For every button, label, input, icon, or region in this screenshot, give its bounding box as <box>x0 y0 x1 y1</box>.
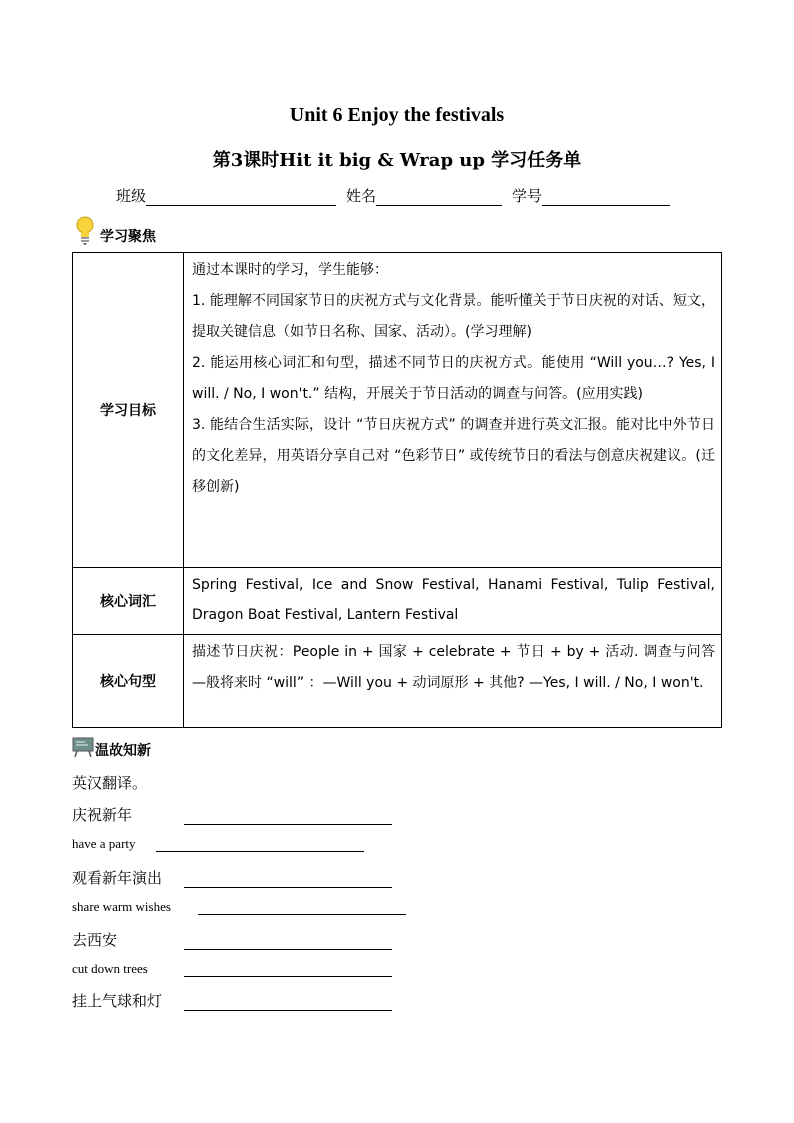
review-heading <box>72 734 151 760</box>
vocab-content: Spring Festival, Ice and Snow Festival, Hanami Festival, Tulip Festival, Dragon Boat Festival, Lantern Festival <box>184 568 722 635</box>
item-text: have a party <box>72 836 136 851</box>
item-text: 庆祝新年 <box>72 806 133 824</box>
answer-blank[interactable] <box>184 948 392 950</box>
review-heading-text: 温故知新 <box>95 743 151 759</box>
number-label: 学号 <box>512 187 543 205</box>
item-text: 去西安 <box>72 931 118 949</box>
goals-line: 2. 能运用核心词汇和句型，描述不同节日的庆祝方式。能使用 “Will you…? Yes, I will. / No, I won't.” 结构，开展关于节日活动的调查与问答。(应用实践) <box>192 355 715 402</box>
lightbulb-icon <box>74 215 96 245</box>
list-item <box>72 899 406 915</box>
student-info-line <box>116 185 670 206</box>
name-field[interactable] <box>376 188 502 206</box>
name-label: 姓名 <box>346 187 377 205</box>
goals-line: 3. 能结合生活实际，设计 “节日庆祝方式” 的调查并进行英文汇报。能对比中外节日的文化差异，用英语分享自己对 “色彩节日” 或传统节日的看法与创意庆祝建议。(迁移创新) <box>192 417 715 495</box>
list-item <box>72 961 392 977</box>
answer-blank[interactable] <box>198 913 406 915</box>
page-title: Unit 6 Enjoy the festivals <box>289 104 505 126</box>
table-row <box>73 568 722 635</box>
sentence-content: 描述节日庆祝：People in + 国家 + celebrate + 节日 + by + 活动. 调查与问答—般将来时 “will” ：—Will you + 动词原形 + 其他? —Yes, I will. / No, I won't. <box>184 635 722 728</box>
class-field[interactable] <box>146 188 336 206</box>
class-label: 班级 <box>116 187 147 205</box>
list-item <box>72 867 392 888</box>
focus-heading-text: 学习聚焦 <box>100 229 156 245</box>
item-text: cut down trees <box>72 961 148 976</box>
item-text: 挂上气球和灯 <box>72 992 163 1010</box>
list-item <box>72 804 392 825</box>
vocab-label: 核心词汇 <box>73 568 184 635</box>
list-item <box>72 990 392 1011</box>
answer-blank[interactable] <box>184 975 392 977</box>
focus-table <box>72 252 722 728</box>
blackboard-icon <box>72 736 94 758</box>
answer-blank[interactable] <box>156 850 364 852</box>
sentence-label: 核心句型 <box>73 635 184 728</box>
goals-content <box>184 253 722 568</box>
item-text: 观看新年演出 <box>72 869 163 887</box>
goals-label: 学习目标 <box>73 253 184 568</box>
list-item <box>72 929 392 950</box>
review-instruction: 英汉翻译。 <box>72 774 148 792</box>
table-row <box>73 635 722 728</box>
list-item <box>72 836 364 852</box>
goals-line: 1. 能理解不同国家节日的庆祝方式与文化背景。能听懂关于节日庆祝的对话、短文，提取关键信息（如节日名称、国家、活动）。(学习理解) <box>192 293 715 340</box>
answer-blank[interactable] <box>184 823 392 825</box>
goals-line: 通过本课时的学习，学生能够： <box>192 262 388 278</box>
table-row <box>73 253 722 568</box>
item-text: share warm wishes <box>72 899 171 914</box>
answer-blank[interactable] <box>184 886 392 888</box>
answer-blank[interactable] <box>184 1009 392 1011</box>
number-field[interactable] <box>542 188 670 206</box>
page-subtitle: 第3课时Hit it big & Wrap up 学习任务单 <box>212 150 582 171</box>
focus-heading <box>74 214 156 246</box>
